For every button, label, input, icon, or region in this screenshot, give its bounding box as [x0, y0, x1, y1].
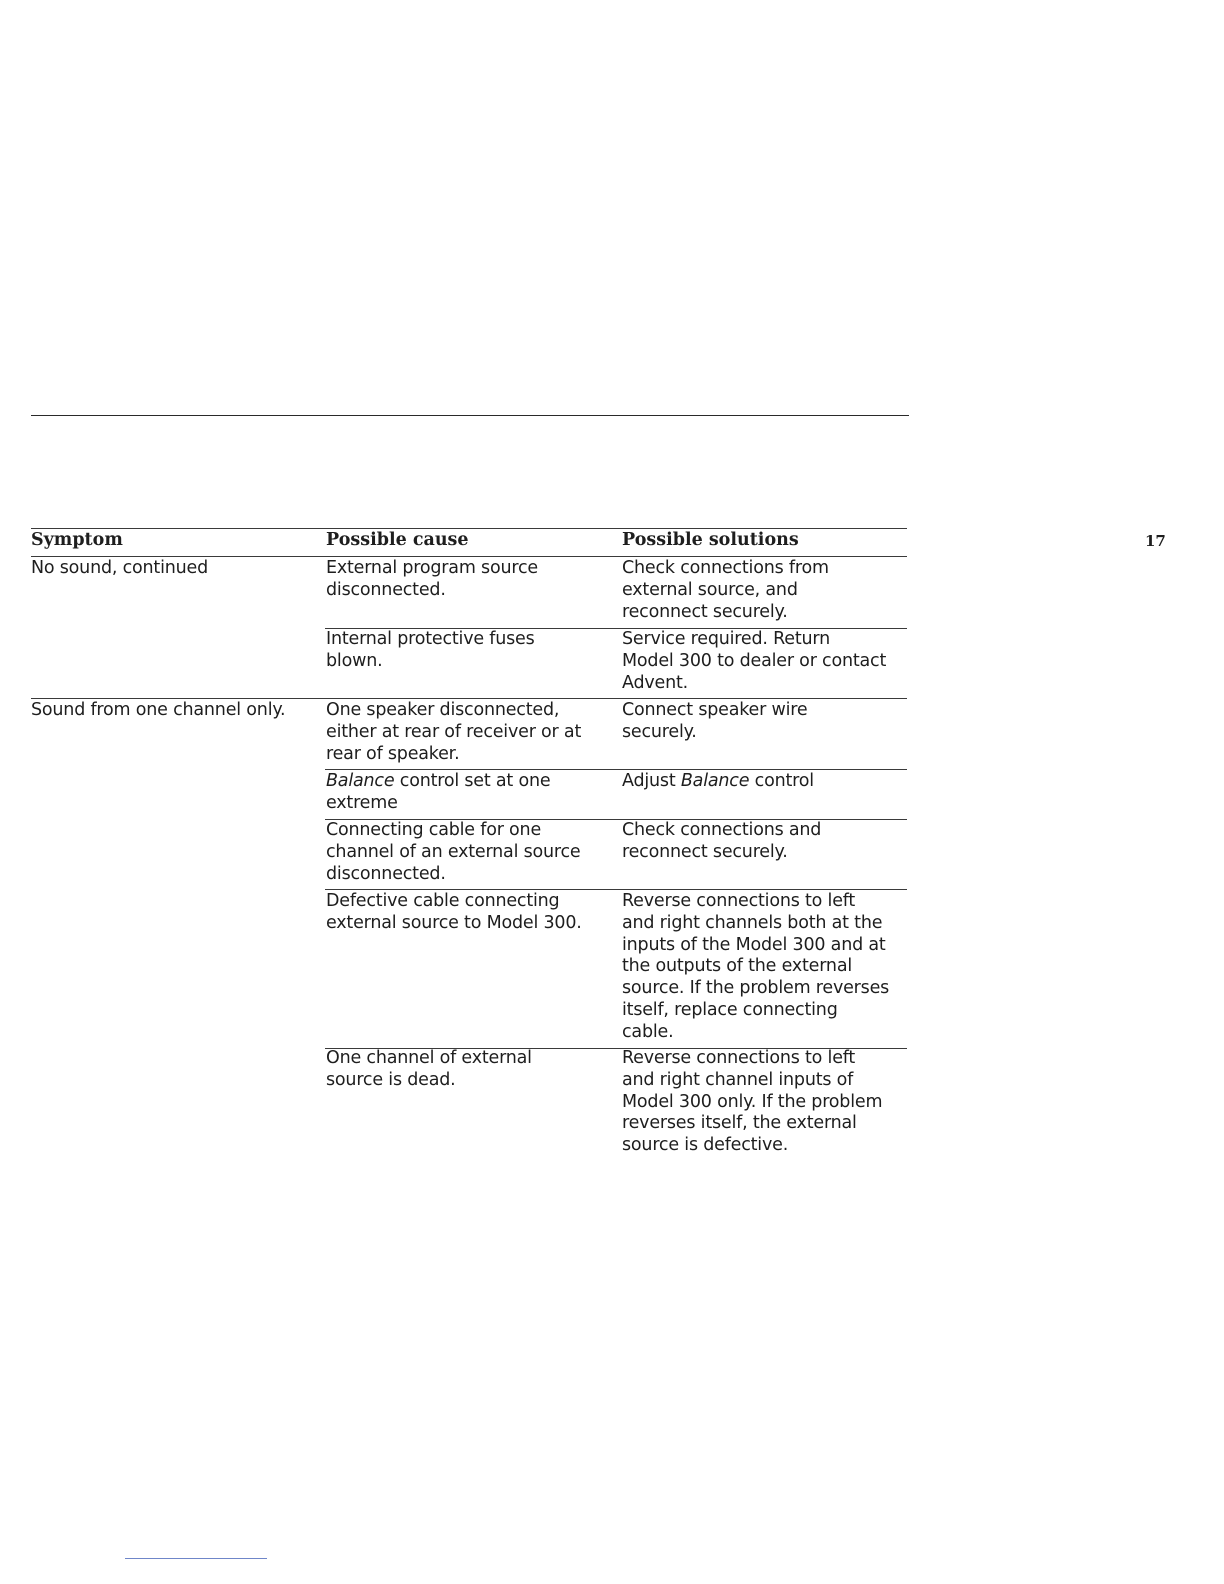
column-header-symptom: Symptom [31, 530, 123, 550]
cause-cell: Balance control set at one extreme [326, 771, 551, 813]
cause-cell: One speaker disconnected, either at rear of receiver or at rear of speaker. [326, 700, 582, 764]
balance-italic: Balance [680, 771, 750, 791]
row-divider [325, 769, 907, 770]
page-number: 17 [1145, 532, 1166, 550]
row-divider [325, 889, 907, 890]
solution-cell: Adjust Balance control [622, 771, 814, 791]
group-divider [31, 698, 907, 699]
solution-cell: Connect speaker wire securely. [622, 700, 808, 742]
cause-cell: Connecting cable for one channel of an external source disconnected. [326, 820, 581, 884]
solution-cell: Check connections from external source, and reconnect securely. [622, 558, 829, 622]
cause-cell: Internal protective fuses blown. [326, 629, 535, 671]
solution-cell: Reverse connections to left and right channels both at the inputs of the Model 300 and at the outputs of the external source. If the problem reverses itself, replace connecting cable. [622, 891, 890, 1042]
column-header-solution: Possible solutions [622, 530, 799, 550]
solution-cell: Service required. Return Model 300 to dealer or contact Advent. [622, 629, 887, 693]
balance-italic: Balance [326, 771, 395, 791]
solution-cell: Check connections and reconnect securely. [622, 820, 822, 862]
solution-cell: Reverse connections to left and right channel inputs of Model 300 only. If the problem reverses itself, the external source is defective. [622, 1048, 883, 1156]
column-header-cause: Possible cause [326, 530, 469, 550]
header-rule-bottom [31, 556, 907, 557]
bottom-rule [125, 1558, 267, 1559]
cause-cell: Defective cable connecting external source to Model 300. [326, 891, 582, 933]
symptom-cell: No sound, continued [31, 558, 209, 578]
symptom-cell: Sound from one channel only. [31, 700, 286, 720]
cause-cell: One channel of external source is dead. [326, 1048, 532, 1090]
cause-cell: External program source disconnected. [326, 558, 538, 600]
top-rule [31, 415, 909, 416]
